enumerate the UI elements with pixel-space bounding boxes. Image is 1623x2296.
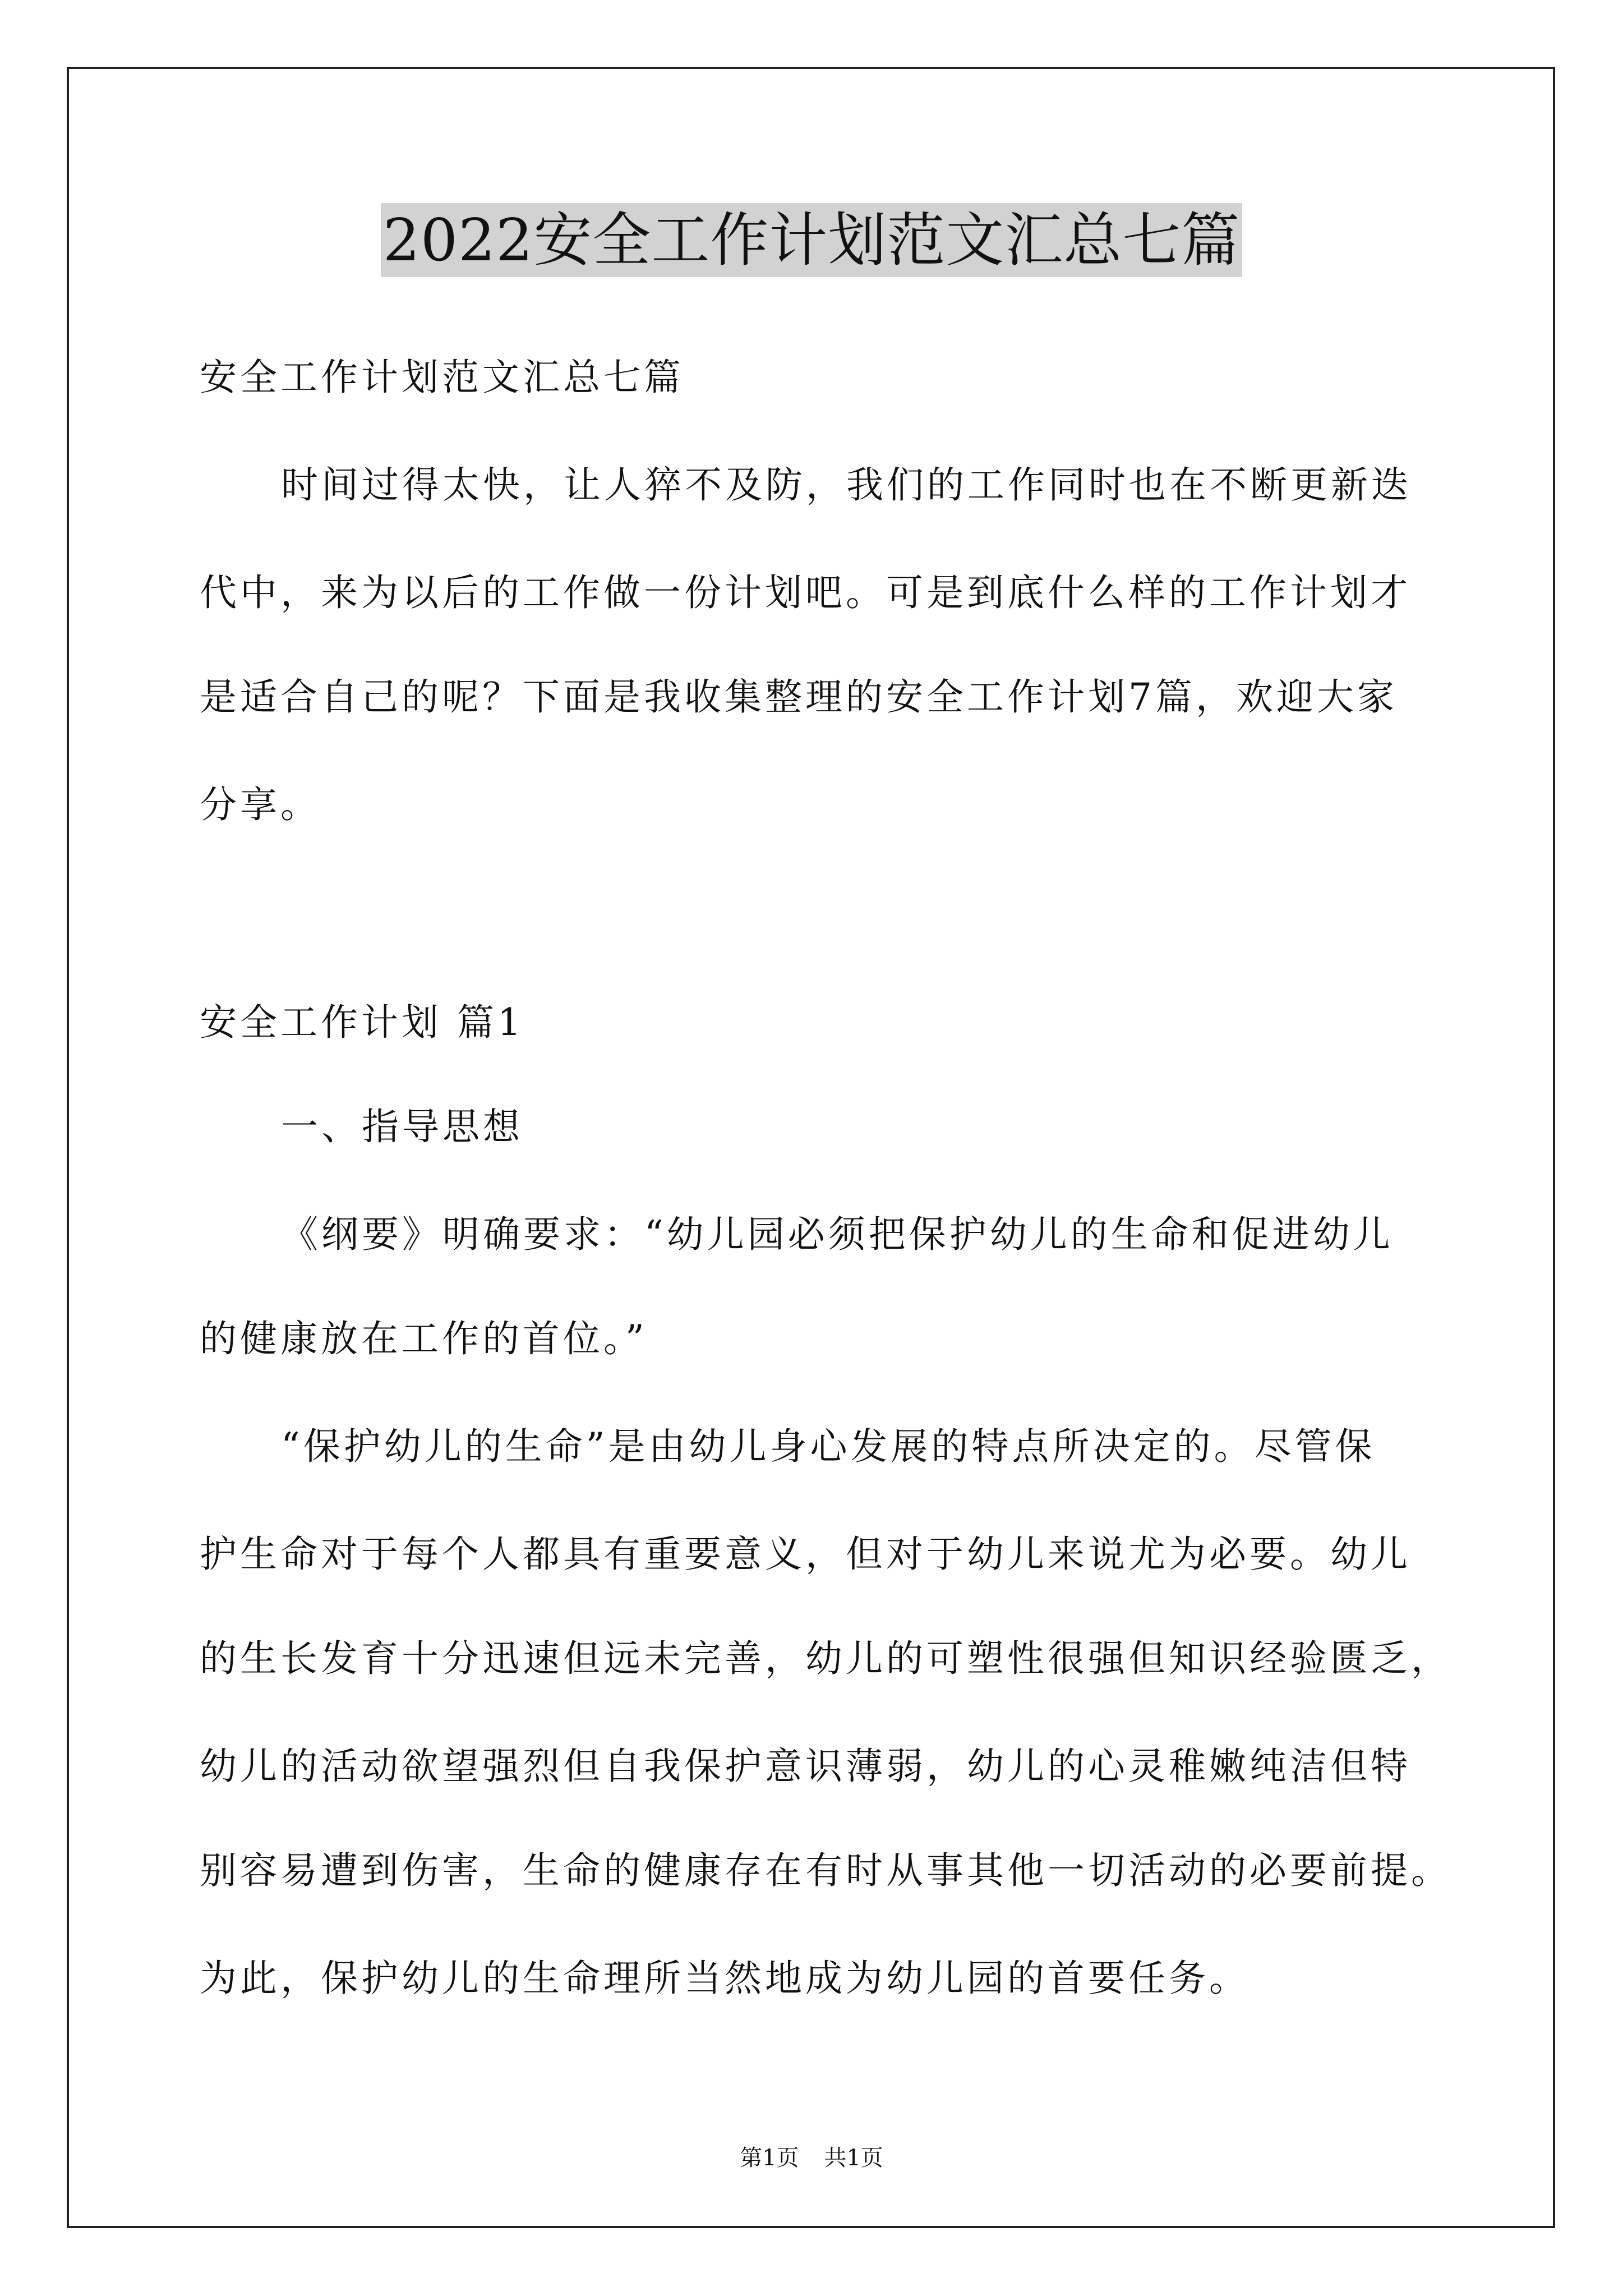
paragraph-line: 别容易遭到伤害，生命的健康存在有时从事其他一切活动的必要前提。 — [200, 1849, 1451, 1892]
document-subtitle: 安全工作计划范文汇总七篇 — [200, 356, 684, 399]
page-number-total: 共1页 — [824, 2145, 883, 2171]
paragraph-line: “保护幼儿的生命”是由幼儿身心发展的特点所决定的。尽管保 — [281, 1425, 1376, 1468]
document-title-text: 2022安全工作计划范文汇总七篇 — [381, 203, 1243, 277]
subsection-heading: 一、指导思想 — [281, 1105, 523, 1148]
paragraph-line: 护生命对于每个人都具有重要意义，但对于幼儿来说尤为必要。幼儿 — [200, 1533, 1411, 1576]
page-number-current: 第1页 — [740, 2145, 799, 2171]
page-footer — [0, 2145, 1623, 2171]
intro-line: 分享。 — [200, 783, 321, 826]
paragraph-line: 的健康放在工作的首位。” — [200, 1317, 648, 1360]
paragraph-line: 《纲要》明确要求：“幼儿园必须把保护幼儿的生命和促进幼儿 — [281, 1213, 1394, 1256]
section-heading: 安全工作计划 篇1 — [200, 1001, 524, 1044]
intro-line: 时间过得太快，让人猝不及防，我们的工作同时也在不断更新迭 — [281, 463, 1412, 507]
document-title — [0, 203, 1623, 282]
paragraph-line: 幼儿的活动欲望强烈但自我保护意识薄弱，幼儿的心灵稚嫩纯洁但特 — [200, 1745, 1411, 1788]
paragraph-line: 的生长发育十分迅速但远未完善，幼儿的可塑性很强但知识经验匮乏， — [200, 1637, 1451, 1680]
intro-line: 代中，来为以后的工作做一份计划吧。可是到底什么样的工作计划才 — [200, 571, 1411, 614]
paragraph-line: 为此，保护幼儿的生命理所当然地成为幼儿园的首要任务。 — [200, 1957, 1249, 2000]
intro-line: 是适合自己的呢？下面是我收集整理的安全工作计划7篇，欢迎大家 — [200, 675, 1398, 719]
